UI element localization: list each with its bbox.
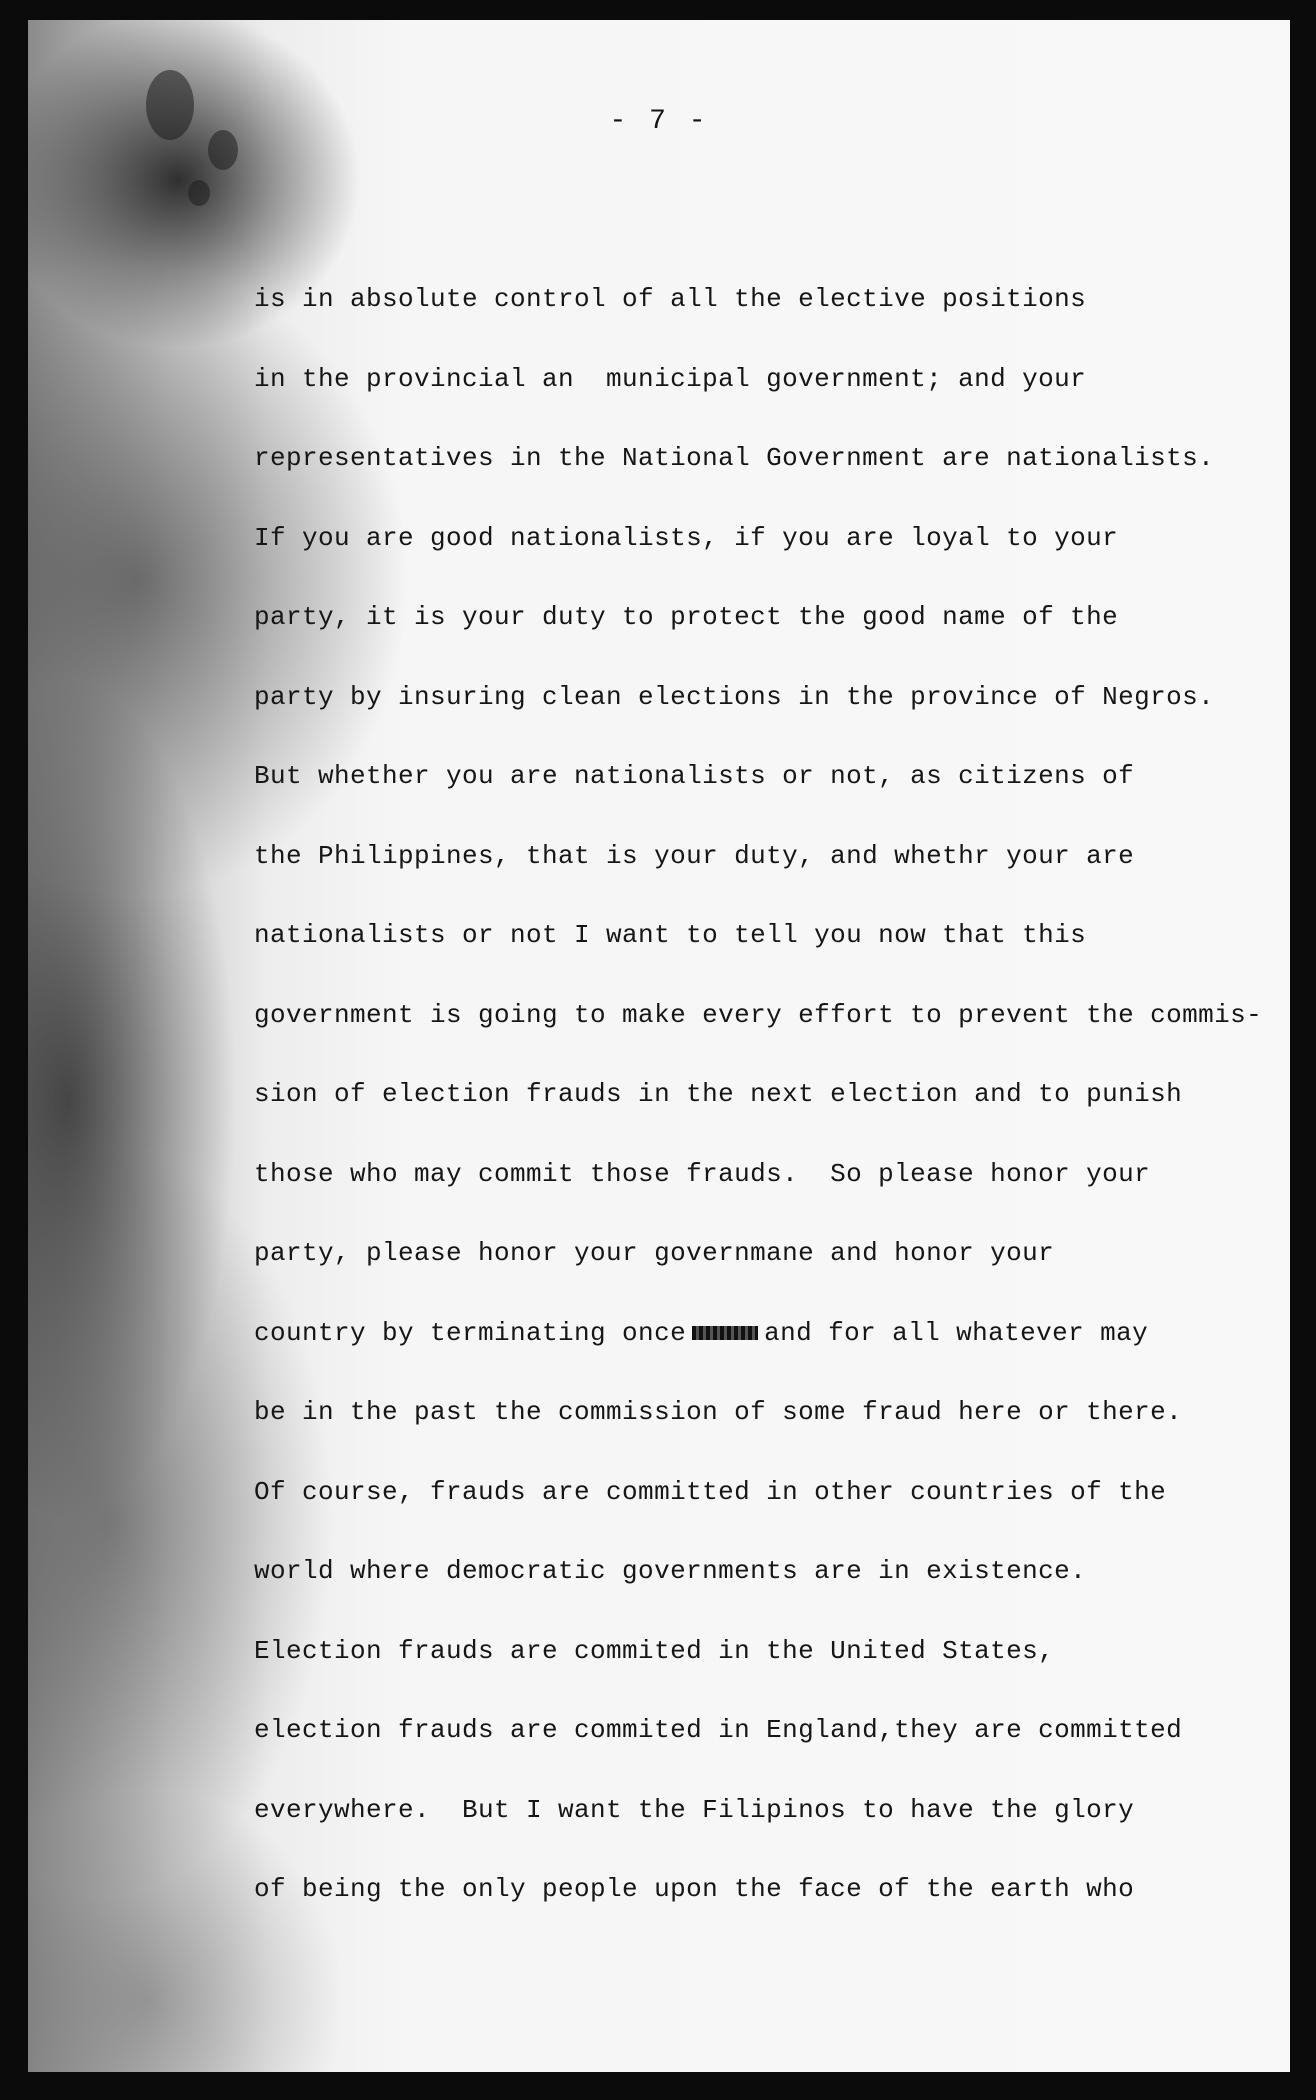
text-segment: and for all whatever may (764, 1317, 1149, 1348)
ink-blot (188, 180, 210, 206)
text-line: world where democratic governments are in existence. (254, 1556, 1087, 1586)
text-line: sion of election frauds in the next election and to punish (254, 1079, 1183, 1109)
text-line: is in absolute control of all the elective positions (254, 284, 1087, 314)
text-line: of being the only people upon the face of the earth who (254, 1874, 1135, 1904)
struck-out-word (692, 1326, 758, 1340)
text-line: the Philippines, that is your duty, and whethr your are (254, 840, 1135, 871)
text-line: party, it is your duty to protect the good name of the (254, 602, 1119, 632)
text-line: representatives in the National Government are nationalists. (254, 443, 1215, 473)
text-line: nationalists or not I want to tell you now that this (254, 920, 1087, 950)
text-line: Of course, frauds are committed in other countries of the (254, 1476, 1167, 1507)
page-number: - 7 - (609, 106, 709, 137)
text-line: Election frauds are commited in the United States, (254, 1635, 1055, 1666)
text-line: be in the past the commission of some fraud here or there. (254, 1397, 1183, 1427)
text-line: those who may commit those frauds. So please honor your (254, 1158, 1151, 1189)
typed-text-body (254, 282, 1263, 1952)
text-line: in the provincial an municipal government; and your (254, 363, 1087, 394)
document-page (28, 20, 1290, 2072)
text-line: government is going to make every effort to prevent the commis- (254, 999, 1263, 1030)
text-line: everywhere. But I want the Filipinos to have the glory (254, 1794, 1135, 1825)
text-line: But whether you are nationalists or not, as citizens of (254, 761, 1135, 791)
text-line: election frauds are commited in England,they are committed (254, 1715, 1183, 1745)
text-segment: country by terminating once (254, 1317, 687, 1348)
text-line: If you are good nationalists, if you are loyal to your (254, 522, 1119, 553)
text-line: party, please honor your governmane and honor your (254, 1238, 1055, 1268)
text-line-with-strikeout (254, 1316, 1254, 1396)
text-line: party by insuring clean elections in the province of Negros. (254, 681, 1215, 712)
